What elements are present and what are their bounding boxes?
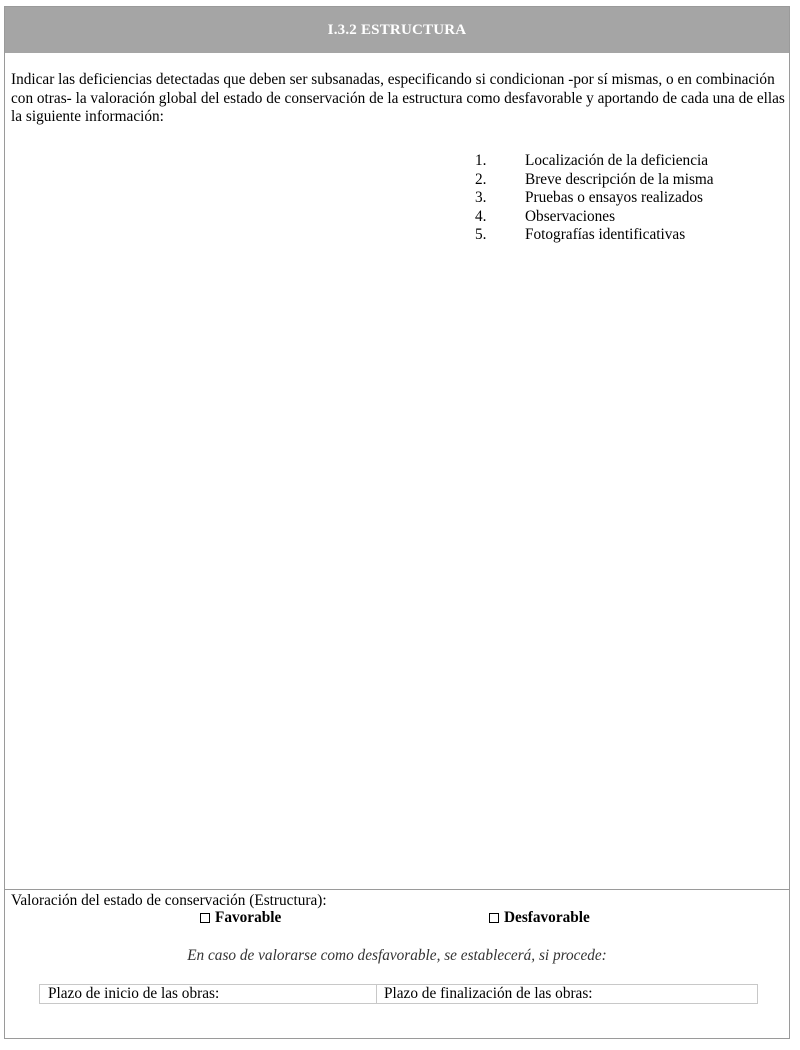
list-item-number: 3.	[475, 189, 487, 206]
section-title: I.3.2 ESTRUCTURA	[327, 21, 467, 38]
intro-paragraph: Indicar las deficiencias detectadas que deben ser subsanadas, especificando si condicionan -por sí mismas, o en combinación con otras- la valoración global del estado de conservación de la estructura como desfavorable y aportando de cada una de ellas la siguiente información:	[11, 71, 785, 125]
list-item	[475, 208, 714, 227]
desfavorable-label: Desfavorable	[504, 909, 590, 926]
section-header	[5, 7, 789, 53]
plazo-fin-label: Plazo de finalización de las obras:	[384, 985, 593, 1002]
list-item-label: Observaciones	[525, 207, 616, 225]
list-item	[475, 189, 714, 208]
valoracion-section	[5, 889, 789, 1040]
list-item-number: 1.	[475, 152, 487, 169]
list-item	[475, 171, 714, 190]
desfavorable-checkbox[interactable]	[489, 913, 499, 923]
list-item-number: 5.	[475, 226, 487, 243]
favorable-option[interactable]	[200, 909, 281, 927]
list-item	[475, 152, 714, 171]
list-item-label: Pruebas o ensayos realizados	[525, 189, 703, 206]
list-item-label: Fotografías identificativas	[525, 226, 686, 243]
list-item-number: 4.	[475, 207, 487, 225]
desfavorable-option[interactable]	[489, 909, 590, 927]
desfavorable-note: En caso de valorarse como desfavorable, se establecerá, si procede:	[187, 947, 607, 964]
plazo-inicio-field[interactable]	[40, 985, 377, 1003]
favorable-checkbox[interactable]	[200, 913, 210, 923]
list-item-label: Localización de la deficiencia	[525, 152, 709, 169]
list-item-label: Breve descripción de la misma	[525, 170, 714, 188]
plazo-inicio-label: Plazo de inicio de las obras:	[48, 985, 220, 1002]
form-section	[4, 6, 790, 1039]
info-list	[475, 152, 714, 245]
favorable-label: Favorable	[215, 909, 282, 926]
plazo-fin-field[interactable]	[377, 985, 757, 1003]
plazos-table	[39, 984, 758, 1004]
list-item-number: 2.	[475, 170, 487, 188]
valoracion-label: Valoración del estado de conservación (Estructura):	[11, 892, 327, 909]
list-item	[475, 226, 714, 245]
